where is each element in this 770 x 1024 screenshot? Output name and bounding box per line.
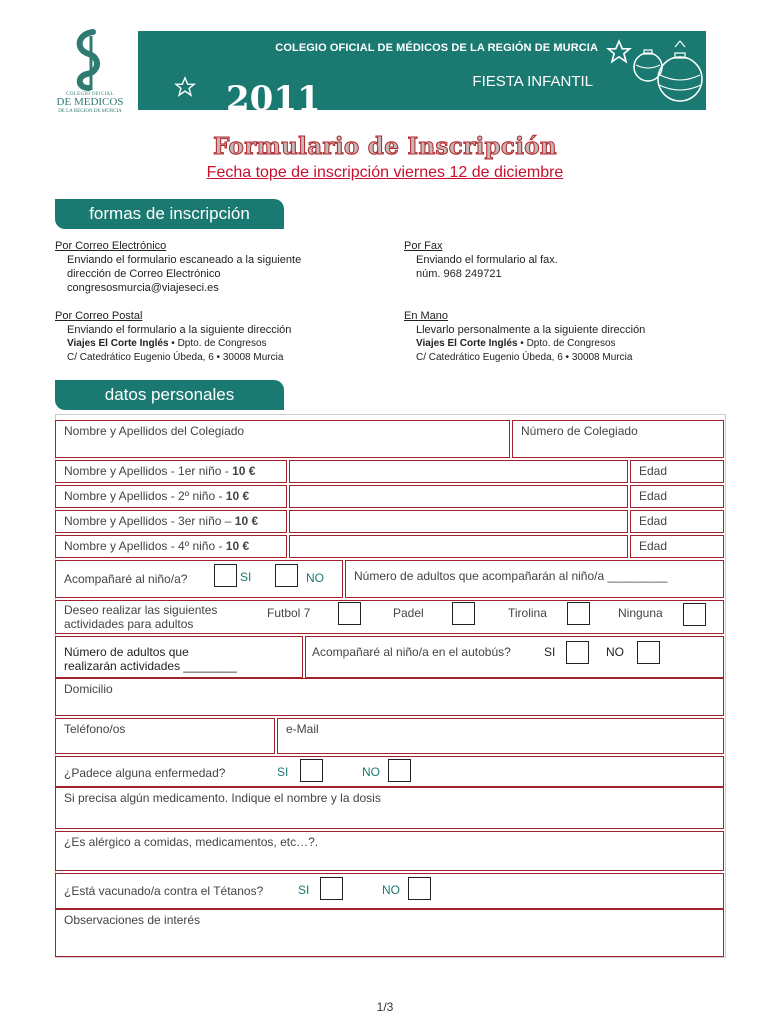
adults-activities-label-2: realizarán actividades ________ xyxy=(64,659,237,673)
domicilio-label: Domicilio xyxy=(64,682,113,696)
post-heading: Por Correo Postal xyxy=(55,310,143,322)
post-line-1: Enviando el formulario a la siguiente dirección xyxy=(67,324,292,336)
adults-activities-label-1: Número de adultos que xyxy=(64,645,189,659)
tetanos-yes-label: SI xyxy=(298,883,310,897)
domicilio-field[interactable] xyxy=(55,678,724,716)
banner-subtitle: FIESTA INFANTIL xyxy=(472,73,593,90)
activity-padel-checkbox[interactable] xyxy=(452,602,475,625)
fax-line-1: Enviando el formulario al fax. xyxy=(416,254,558,266)
child-4-age-field[interactable] xyxy=(630,535,724,558)
bus-cell xyxy=(305,636,724,678)
banner-title: COLEGIO OFICIAL DE MÉDICOS DE LA REGIÓN DE MURCIA xyxy=(275,42,598,54)
inscription-fax xyxy=(404,239,724,281)
observaciones-field[interactable] xyxy=(55,909,724,957)
activities-label-2: actividades para adultos xyxy=(64,617,194,631)
logo-text xyxy=(55,92,125,114)
accompany-yes-label: SI xyxy=(240,570,252,584)
num-adults-label: Número de adultos que acompañarán al niño/a _________ xyxy=(354,569,668,583)
fax-number: núm. 968 249721 xyxy=(416,268,502,280)
accompany-yes-checkbox[interactable] xyxy=(214,564,237,587)
bus-no-checkbox[interactable] xyxy=(637,641,660,664)
enfermedad-no-checkbox[interactable] xyxy=(388,759,411,782)
activity-tirolina-checkbox[interactable] xyxy=(567,602,590,625)
child-3-label-cell xyxy=(55,510,287,533)
accompany-no-label: NO xyxy=(306,571,324,585)
accompany-cell xyxy=(55,560,343,598)
form-title: Formulario de Inscripción xyxy=(213,133,557,160)
tetanos-no-label: NO xyxy=(382,883,400,897)
alergico-field[interactable] xyxy=(55,831,724,871)
colegiado-number-label: Número de Colegiado xyxy=(521,424,638,438)
bus-no-label: NO xyxy=(606,645,624,659)
logo-line-1: COLEGIO OFICIAL xyxy=(66,92,114,97)
inscription-post xyxy=(55,309,385,365)
email-label: e-Mail xyxy=(286,722,319,736)
post-address: C/ Catedrático Eugenio Úbeda, 6 • 30008 Murcia xyxy=(67,352,284,363)
child-4-label: Nombre y Apellidos - 4º niño - 10 € xyxy=(64,539,250,553)
hand-dept: • Dpto. de Congresos xyxy=(517,338,616,349)
activity-padel-label: Padel xyxy=(393,606,424,620)
hand-company-line xyxy=(404,337,734,351)
bus-yes-checkbox[interactable] xyxy=(566,641,589,664)
child-1-label-cell xyxy=(55,460,287,483)
email-line-1: Enviando el formulario escaneado a la siguiente xyxy=(67,254,302,266)
accompany-label: Acompañaré al niño/a? xyxy=(64,572,188,586)
logo-line-2: DE MEDICOS xyxy=(56,96,124,109)
num-adults-field[interactable] xyxy=(345,560,724,598)
child-1-label: Nombre y Apellidos - 1er niño - 10 € xyxy=(64,464,256,478)
bus-yes-label: SI xyxy=(544,645,556,659)
star-icon xyxy=(174,76,196,98)
hand-line-1: Llevarlo personalmente a la siguiente dirección xyxy=(416,324,646,336)
activity-futbol-checkbox[interactable] xyxy=(338,602,361,625)
observaciones-label: Observaciones de interés xyxy=(64,913,201,927)
telefono-field[interactable] xyxy=(55,718,275,754)
colegiado-number-field[interactable] xyxy=(512,420,724,458)
medicamento-field[interactable] xyxy=(55,787,724,829)
tetanos-yes-checkbox[interactable] xyxy=(320,877,343,900)
medicamento-label: Si precisa algún medicamento. Indique el nombre y la dosis xyxy=(64,791,381,805)
enfermedad-no-label: NO xyxy=(362,765,380,779)
fax-heading: Por Fax xyxy=(404,240,443,252)
bus-label: Acompañaré al niño/a en el autobús? xyxy=(312,645,511,659)
alergico-label: ¿Es alérgico a comidas, medicamentos, etc…?. xyxy=(64,835,319,849)
activity-tirolina-label: Tirolina xyxy=(508,606,547,620)
hand-address: C/ Catedrático Eugenio Úbeda, 6 • 30008 Murcia xyxy=(416,352,633,363)
colegiado-name-label: Nombre y Apellidos del Colegiado xyxy=(64,424,245,438)
activities-label-1: Deseo realizar las siguientes xyxy=(64,603,218,617)
child-2-label: Nombre y Apellidos - 2º niño - 10 € xyxy=(64,489,250,503)
colegiado-name-field[interactable] xyxy=(55,420,510,458)
child-2-age-field[interactable] xyxy=(630,485,724,508)
activity-ninguna-label: Ninguna xyxy=(618,606,663,620)
post-dept: • Dpto. de Congresos xyxy=(168,338,267,349)
email-line-2: dirección de Correo Electrónico xyxy=(67,268,221,280)
post-company-line xyxy=(55,337,385,351)
activity-futbol-label: Futbol 7 xyxy=(267,606,311,620)
enfermedad-label: ¿Padece alguna enfermedad? xyxy=(64,766,226,780)
child-3-age-label: Edad xyxy=(639,514,668,528)
deadline: Fecha tope de inscripción viernes 12 de diciembre xyxy=(206,164,564,181)
hand-heading: En Mano xyxy=(404,310,449,322)
hand-company: Viajes El Corte Inglés xyxy=(416,338,518,349)
email-address: congresosmurcia@viajeseci.es xyxy=(67,282,219,294)
email-field[interactable] xyxy=(277,718,724,754)
child-2-age-label: Edad xyxy=(639,489,668,503)
child-3-age-field[interactable] xyxy=(630,510,724,533)
inscription-hand xyxy=(404,309,734,365)
child-2-name-field[interactable] xyxy=(289,485,628,508)
activity-ninguna-checkbox[interactable] xyxy=(683,603,706,626)
inscription-email xyxy=(55,239,375,295)
telefono-label: Teléfono/os xyxy=(64,722,126,736)
child-4-age-label: Edad xyxy=(639,539,668,553)
page-number: 1/3 xyxy=(376,1000,394,1014)
banner-year: 2011 xyxy=(226,79,321,110)
tetanos-no-checkbox[interactable] xyxy=(408,877,431,900)
email-heading: Por Correo Electrónico xyxy=(55,240,167,252)
child-3-name-field[interactable] xyxy=(289,510,628,533)
section-header-inscription: formas de inscripción xyxy=(55,199,284,229)
enfermedad-yes-label: SI xyxy=(277,765,289,779)
tetanos-label: ¿Está vacunado/a contra el Tétanos? xyxy=(64,884,264,898)
child-4-name-field[interactable] xyxy=(289,535,628,558)
child-1-age-label: Edad xyxy=(639,464,668,478)
child-3-label: Nombre y Apellidos - 3er niño – 10 € xyxy=(64,514,259,528)
header-banner xyxy=(138,31,706,110)
child-2-label-cell xyxy=(55,485,287,508)
accompany-no-checkbox[interactable] xyxy=(275,564,298,587)
child-4-label-cell xyxy=(55,535,287,558)
enfermedad-yes-checkbox[interactable] xyxy=(300,759,323,782)
christmas-ornaments-icon xyxy=(628,35,706,110)
section-header-personal: datos personales xyxy=(55,380,284,410)
child-1-age-field[interactable] xyxy=(630,460,724,483)
logo-line-3: DE LA REGION DE MURCIA xyxy=(58,108,122,114)
adults-activities-field[interactable] xyxy=(55,636,303,678)
child-1-name-field[interactable] xyxy=(289,460,628,483)
post-company: Viajes El Corte Inglés xyxy=(67,338,169,349)
